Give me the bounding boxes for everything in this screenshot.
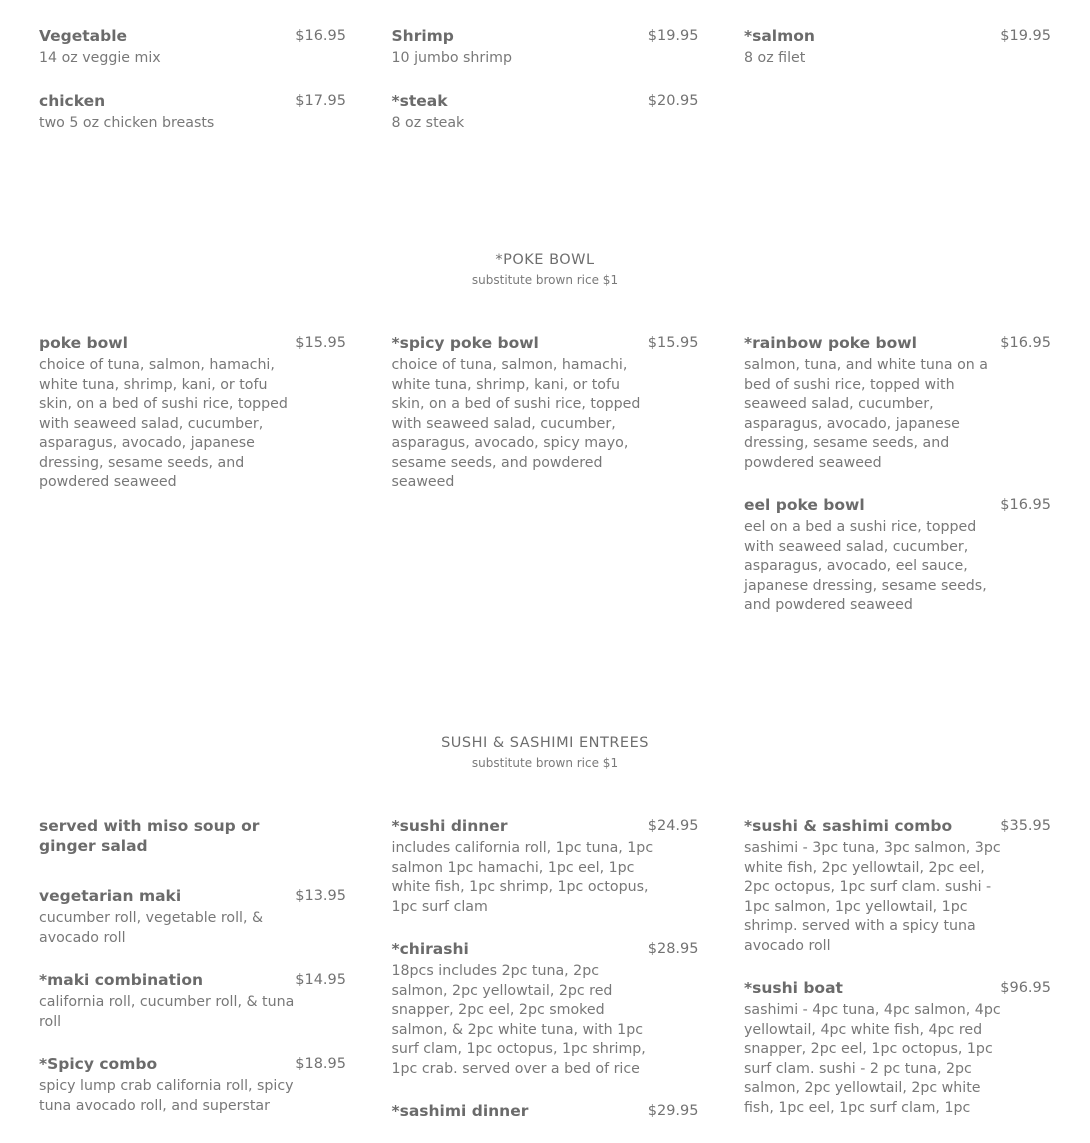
- section-note: served with miso soup or ginger salad: [39, 817, 260, 855]
- item-price: $19.95: [647, 28, 699, 44]
- item-price: $16.95: [295, 28, 346, 44]
- item-description: cucumber roll, vegetable roll, & avocado roll: [39, 910, 264, 946]
- menu-column: [744, 26, 1051, 155]
- menu-column: [39, 26, 346, 155]
- item-price: $35.95: [1000, 818, 1051, 834]
- item-price: $96.95: [1000, 980, 1051, 996]
- menu-column: [392, 26, 699, 155]
- item-name: *sushi dinner: [391, 817, 508, 835]
- menu-item: [392, 91, 699, 134]
- menu-item: [392, 1101, 699, 1121]
- item-description: choice of tuna, salmon, hamachi, white tuna, shrimp, kani, or tofu skin, on a bed of sushi rice, topped with seaweed salad, cucumber, asparagus, avocado, spicy mayo, sesame seeds, and powdered seaweed: [391, 357, 641, 490]
- item-name: eel poke bowl: [744, 496, 865, 514]
- menu-item: [744, 816, 1051, 956]
- poke-grid: [39, 333, 1051, 638]
- item-description: 14 oz veggie mix: [39, 50, 161, 66]
- item-name: *spicy poke bowl: [391, 334, 539, 352]
- item-description: california roll, cucumber roll, & tuna roll: [39, 994, 295, 1030]
- menu-item: [39, 26, 346, 69]
- menu-item: [744, 333, 1051, 473]
- item-name: Shrimp: [391, 27, 454, 45]
- item-name: *sushi boat: [744, 979, 843, 997]
- menu-item: [392, 816, 699, 917]
- item-description: 8 oz steak: [391, 114, 465, 131]
- item-name: vegetarian maki: [39, 887, 182, 905]
- item-name: *chirashi: [391, 940, 469, 958]
- item-description: eel on a bed a sushi rice, topped with seaweed salad, cucumber, asparagus, avocado, eel sauce, japanese dressing, sesame seeds, and powdered seaweed: [744, 519, 987, 613]
- menu-item: [392, 26, 699, 69]
- section-title: SUSHI & SASHIMI ENTREES: [441, 735, 649, 751]
- menu-item: [744, 978, 1051, 1118]
- item-name: *steak: [391, 91, 448, 110]
- item-name: Vegetable: [39, 27, 128, 45]
- item-name: chicken: [39, 91, 106, 110]
- item-name: *salmon: [744, 27, 815, 45]
- item-description: 18pcs includes 2pc tuna, 2pc salmon, 2pc yellowtail, 2pc red snapper, 2pc eel, 2pc smoked salmon, & 2pc white tuna, with 1pc surf clam, 1pc octopus, 1pc shrimp, 1pc crab. served over a bed of rice: [391, 963, 646, 1077]
- item-description: sashimi - 3pc tuna, 3pc salmon, 3pc white fish, 2pc yellowtail, 2pc eel, 2pc octopus, 1pc surf clam. sushi - 1pc salmon, 1pc yellowtail, 1pc shrimp. served with a spicy tuna avocado roll: [744, 840, 1001, 954]
- entree-grid: [39, 26, 1051, 155]
- item-price: $16.95: [1000, 497, 1051, 513]
- item-name: *rainbow poke bowl: [744, 334, 917, 352]
- item-price: $28.95: [647, 941, 699, 957]
- item-name: *maki combination: [39, 971, 204, 989]
- item-price: $15.95: [295, 335, 346, 351]
- item-price: $29.95: [647, 1103, 699, 1119]
- item-description: 10 jumbo shrimp: [391, 50, 512, 66]
- item-name: *sushi & sashimi combo: [744, 817, 953, 835]
- menu-column: [744, 333, 1051, 638]
- item-description: two 5 oz chicken breasts: [39, 114, 215, 131]
- menu-item: [744, 26, 1051, 69]
- menu-column: [744, 816, 1051, 1143]
- menu-column: [392, 333, 699, 638]
- menu-column: [39, 333, 346, 638]
- menu-item: [39, 91, 346, 134]
- item-name: *sashimi dinner: [391, 1102, 529, 1120]
- menu-item: [392, 939, 699, 1079]
- sushi-grid: [39, 816, 1051, 1143]
- item-description: includes california roll, 1pc tuna, 1pc salmon 1pc hamachi, 1pc eel, 1pc white fish, 1pc shrimp, 1pc octopus, 1pc surf clam: [391, 840, 654, 915]
- menu-item: [392, 333, 699, 493]
- menu-column: [392, 816, 699, 1143]
- section-subtitle: substitute brown rice $1: [471, 756, 619, 770]
- sushi-section-header: [0, 734, 1090, 771]
- section-subtitle: substitute brown rice $1: [471, 273, 619, 287]
- menu-item: [744, 495, 1051, 616]
- item-description: spicy lump crab california roll, spicy tuna avocado roll, and superstar: [39, 1078, 294, 1114]
- menu-item: [39, 886, 346, 948]
- item-description: 8 oz filet: [744, 50, 806, 66]
- item-price: $15.95: [647, 335, 699, 351]
- item-description: choice of tuna, salmon, hamachi, white tuna, shrimp, kani, or tofu skin, on a bed of sushi rice, topped with seaweed salad, cucumber, asparagus, avocado, japanese dressing, sesame seeds, and powdered seaweed: [39, 357, 288, 490]
- menu-item: [39, 1054, 346, 1116]
- item-description: salmon, tuna, and white tuna on a bed of sushi rice, topped with seaweed salad, cucumber, asparagus, avocado, japanese dressing, sesame seeds, and powdered seaweed: [744, 357, 988, 471]
- item-price: $14.95: [295, 972, 346, 988]
- item-price: $18.95: [295, 1056, 346, 1072]
- item-name: *Spicy combo: [39, 1055, 158, 1073]
- item-price: $24.95: [647, 818, 699, 834]
- poke-section-header: [0, 251, 1090, 288]
- item-description: sashimi - 4pc tuna, 4pc salmon, 4pc yellowtail, 4pc white fish, 4pc red snapper, 2pc eel, 1pc octopus, 1pc surf clam. sushi - 2 pc tuna, 2pc salmon, 2pc yellowtail, 2pc white fish, 1pc eel, 1pc surf clam, 1pc: [744, 1002, 1001, 1116]
- item-price: $17.95: [295, 92, 346, 109]
- menu-item: [39, 970, 346, 1032]
- item-price: $13.95: [295, 888, 346, 904]
- item-price: $19.95: [1000, 28, 1051, 44]
- menu-item: [39, 333, 346, 493]
- item-price: $20.95: [647, 92, 699, 109]
- section-title: *POKE BOWL: [495, 252, 595, 268]
- item-price: $16.95: [1000, 335, 1051, 351]
- item-name: poke bowl: [39, 334, 128, 352]
- menu-column: [39, 816, 346, 1143]
